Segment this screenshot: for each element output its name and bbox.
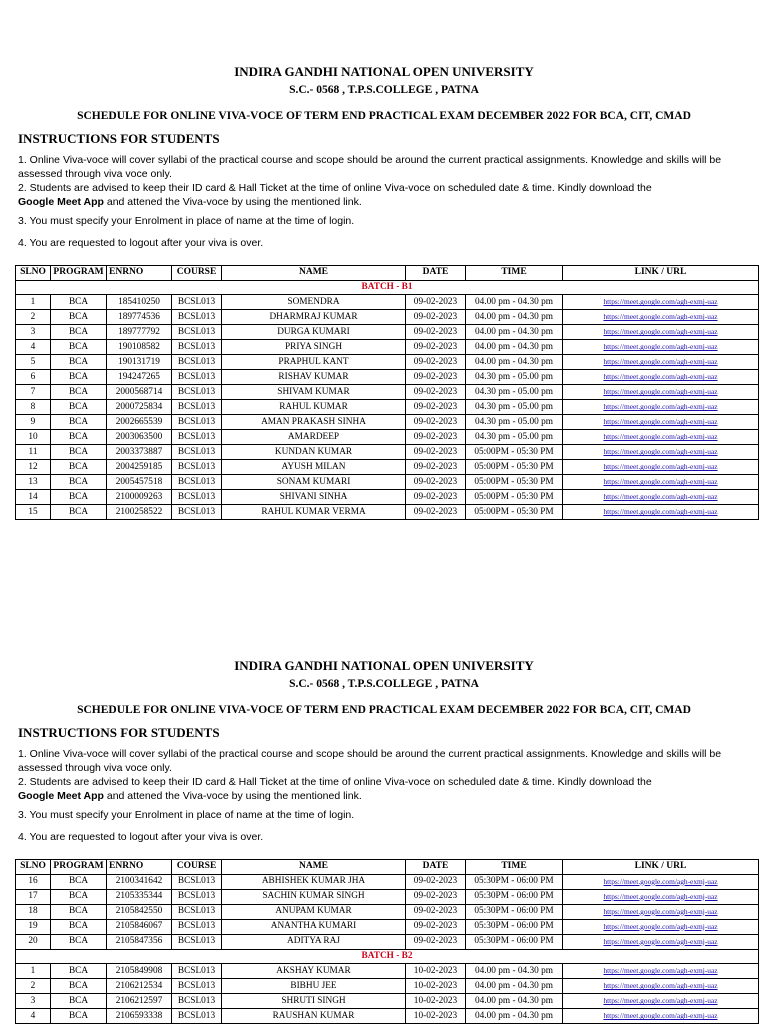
- cell-name: SOMENDRA: [222, 295, 406, 310]
- cell-link: [563, 904, 759, 919]
- cell-date: 09-02-2023: [406, 355, 466, 370]
- cell-program: BCA: [51, 994, 107, 1009]
- cell-enrno: 2005457518: [107, 475, 172, 490]
- cell-time: 05:00PM - 05:30 PM: [466, 505, 563, 520]
- cell-program: BCA: [51, 889, 107, 904]
- cell-slno: 10: [16, 430, 51, 445]
- table-2-header: [16, 860, 759, 875]
- instruction-2: [18, 181, 750, 209]
- instruction-2-text-b: and attened the Viva-voce by using the mentioned link.: [103, 196, 362, 208]
- cell-time: 04.30 pm - 05.00 pm: [466, 370, 563, 385]
- cell-time: 04.30 pm - 05.00 pm: [466, 415, 563, 430]
- cell-program: BCA: [51, 370, 107, 385]
- cell-link: [563, 340, 759, 355]
- cell-link: [563, 505, 759, 520]
- cell-enrno: 2105842550: [107, 904, 172, 919]
- instruction-3: 3. You must specify your Enrolment in place of name at the time of login.: [18, 215, 355, 227]
- cell-date: 09-02-2023: [406, 370, 466, 385]
- cell-name: PRAPHUL KANT: [222, 355, 406, 370]
- cell-name: AKSHAY KUMAR: [222, 964, 406, 979]
- meet-link[interactable]: https://meet.google.com/agh-exmj-uaz: [603, 462, 718, 472]
- cell-time: 04.30 pm - 05.00 pm: [466, 385, 563, 400]
- cell-course: BCSL013: [172, 355, 222, 370]
- table-row: [16, 919, 759, 934]
- instruction-3-b: 3. You must specify your Enrolment in place of name at the time of login.: [18, 809, 355, 821]
- cell-program: BCA: [51, 295, 107, 310]
- cell-date: 10-02-2023: [406, 1009, 466, 1024]
- meet-link[interactable]: https://meet.google.com/agh-exmj-uaz: [603, 936, 718, 946]
- cell-time: 04.30 pm - 05.00 pm: [466, 430, 563, 445]
- cell-name: SACHIN KUMAR SINGH: [222, 889, 406, 904]
- cell-program: BCA: [51, 445, 107, 460]
- cell-time: 05:00PM - 05:30 PM: [466, 460, 563, 475]
- cell-enrno: 2106212597: [107, 994, 172, 1009]
- cell-time: 05:00PM - 05:30 PM: [466, 445, 563, 460]
- instruction-2-text-d: and attened the Viva-voce by using the mentioned link.: [103, 790, 362, 802]
- meet-link[interactable]: https://meet.google.com/agh-exmj-uaz: [603, 432, 718, 442]
- cell-time: 05:30PM - 06:00 PM: [466, 874, 563, 889]
- schedule-table-2: [15, 859, 759, 1024]
- cell-enrno: 2100341642: [107, 874, 172, 889]
- meet-link[interactable]: https://meet.google.com/agh-exmj-uaz: [603, 966, 718, 976]
- study-centre: S.C.- 0568 , T.P.S.COLLEGE , PATNA: [289, 84, 479, 96]
- cell-date: 09-02-2023: [406, 889, 466, 904]
- cell-program: BCA: [51, 1009, 107, 1024]
- cell-program: BCA: [51, 874, 107, 889]
- table-row: [16, 415, 759, 430]
- cell-program: BCA: [51, 505, 107, 520]
- cell-slno: 16: [16, 874, 51, 889]
- cell-course: BCSL013: [172, 310, 222, 325]
- cell-date: 09-02-2023: [406, 490, 466, 505]
- cell-course: BCSL013: [172, 874, 222, 889]
- cell-enrno: 2100258522: [107, 505, 172, 520]
- cell-link: [563, 355, 759, 370]
- cell-name: ANUPAM KUMAR: [222, 904, 406, 919]
- meet-link[interactable]: https://meet.google.com/agh-exmj-uaz: [603, 402, 718, 412]
- column-header-name: NAME: [222, 860, 406, 875]
- cell-name: AMARDEEP: [222, 430, 406, 445]
- column-header-course: COURSE: [172, 860, 222, 875]
- cell-date: 09-02-2023: [406, 475, 466, 490]
- table-row: [16, 310, 759, 325]
- cell-course: BCSL013: [172, 445, 222, 460]
- cell-date: 10-02-2023: [406, 979, 466, 994]
- meet-link[interactable]: https://meet.google.com/agh-exmj-uaz: [603, 906, 718, 916]
- cell-name: RAHUL KUMAR VERMA: [222, 505, 406, 520]
- cell-program: BCA: [51, 460, 107, 475]
- cell-date: 09-02-2023: [406, 400, 466, 415]
- instruction-2-b: [18, 775, 750, 803]
- cell-course: BCSL013: [172, 964, 222, 979]
- column-header-program: PROGRAM: [51, 860, 107, 875]
- cell-date: 09-02-2023: [406, 904, 466, 919]
- instruction-2-text: 2. Students are advised to keep their ID card & Hall Ticket at the time of online Viva-voce on scheduled date & time. Kindly download the: [18, 182, 652, 194]
- cell-date: 09-02-2023: [406, 874, 466, 889]
- cell-time: 05:30PM - 06:00 PM: [466, 904, 563, 919]
- cell-slno: 13: [16, 475, 51, 490]
- cell-enrno: 2106593338: [107, 1009, 172, 1024]
- instruction-4: 4. You are requested to logout after your viva is over.: [18, 237, 264, 249]
- batch-row: [16, 280, 759, 295]
- cell-program: BCA: [51, 385, 107, 400]
- column-header-link-url: LINK / URL: [563, 266, 759, 281]
- table-2-body: [16, 874, 759, 1024]
- cell-program: BCA: [51, 355, 107, 370]
- cell-name: SHRUTI SINGH: [222, 994, 406, 1009]
- cell-link: [563, 934, 759, 949]
- cell-course: BCSL013: [172, 370, 222, 385]
- meet-link[interactable]: https://meet.google.com/agh-exmj-uaz: [603, 312, 718, 322]
- cell-course: BCSL013: [172, 1009, 222, 1024]
- cell-name: RAHUL KUMAR: [222, 400, 406, 415]
- cell-course: BCSL013: [172, 889, 222, 904]
- cell-time: 04.00 pm - 04.30 pm: [466, 325, 563, 340]
- cell-name: KUNDAN KUMAR: [222, 445, 406, 460]
- cell-time: 04.00 pm - 04.30 pm: [466, 979, 563, 994]
- cell-link: [563, 295, 759, 310]
- cell-date: 09-02-2023: [406, 919, 466, 934]
- cell-name: AMAN PRAKASH SINHA: [222, 415, 406, 430]
- cell-course: BCSL013: [172, 460, 222, 475]
- batch-label: BATCH - B2: [16, 949, 759, 964]
- cell-enrno: 2000568714: [107, 385, 172, 400]
- cell-link: [563, 889, 759, 904]
- cell-slno: 3: [16, 994, 51, 1009]
- cell-slno: 19: [16, 919, 51, 934]
- cell-slno: 15: [16, 505, 51, 520]
- meet-link[interactable]: https://meet.google.com/agh-exmj-uaz: [603, 387, 718, 397]
- schedule-table-1: [15, 265, 759, 520]
- table-1-header: [16, 266, 759, 281]
- cell-link: [563, 475, 759, 490]
- cell-slno: 1: [16, 295, 51, 310]
- meet-link[interactable]: https://meet.google.com/agh-exmj-uaz: [603, 327, 718, 337]
- cell-name: ABHISHEK KUMAR JHA: [222, 874, 406, 889]
- cell-link: [563, 415, 759, 430]
- cell-course: BCSL013: [172, 385, 222, 400]
- cell-name: PRIYA SINGH: [222, 340, 406, 355]
- cell-slno: 4: [16, 1009, 51, 1024]
- university-title: INDIRA GANDHI NATIONAL OPEN UNIVERSITY: [234, 64, 534, 79]
- table-row: [16, 340, 759, 355]
- study-centre-2: S.C.- 0568 , T.P.S.COLLEGE , PATNA: [289, 678, 479, 690]
- meet-link[interactable]: https://meet.google.com/agh-exmj-uaz: [603, 996, 718, 1006]
- cell-enrno: 2004259185: [107, 460, 172, 475]
- cell-time: 05:30PM - 06:00 PM: [466, 889, 563, 904]
- meet-link[interactable]: https://meet.google.com/agh-exmj-uaz: [603, 342, 718, 352]
- table-1-body: [16, 280, 759, 520]
- cell-enrno: 2105849908: [107, 964, 172, 979]
- cell-slno: 9: [16, 415, 51, 430]
- cell-slno: 3: [16, 325, 51, 340]
- cell-link: [563, 919, 759, 934]
- column-header-program: PROGRAM: [51, 266, 107, 281]
- cell-program: BCA: [51, 400, 107, 415]
- cell-slno: 4: [16, 340, 51, 355]
- cell-time: 04.00 pm - 04.30 pm: [466, 340, 563, 355]
- cell-slno: 5: [16, 355, 51, 370]
- cell-date: 09-02-2023: [406, 415, 466, 430]
- cell-program: BCA: [51, 415, 107, 430]
- table-row: [16, 889, 759, 904]
- cell-name: ADITYA RAJ: [222, 934, 406, 949]
- cell-enrno: 190108582: [107, 340, 172, 355]
- cell-course: BCSL013: [172, 934, 222, 949]
- cell-enrno: 2003373887: [107, 445, 172, 460]
- cell-slno: 1: [16, 964, 51, 979]
- schedule-title-2: SCHEDULE FOR ONLINE VIVA-VOCE OF TERM END PRACTICAL EXAM DECEMBER 2022 FOR BCA, CIT, CMAD: [77, 704, 691, 716]
- cell-link: [563, 385, 759, 400]
- cell-program: BCA: [51, 430, 107, 445]
- cell-slno: 20: [16, 934, 51, 949]
- cell-time: 04.00 pm - 04.30 pm: [466, 964, 563, 979]
- cell-link: [563, 430, 759, 445]
- cell-enrno: 194247265: [107, 370, 172, 385]
- cell-program: BCA: [51, 490, 107, 505]
- university-title-2: INDIRA GANDHI NATIONAL OPEN UNIVERSITY: [234, 658, 534, 673]
- cell-name: SHIVAM KUMAR: [222, 385, 406, 400]
- cell-slno: 2: [16, 979, 51, 994]
- cell-program: BCA: [51, 964, 107, 979]
- column-header-slno: SLNO: [16, 860, 51, 875]
- table-row: [16, 904, 759, 919]
- cell-course: BCSL013: [172, 400, 222, 415]
- cell-link: [563, 1009, 759, 1024]
- cell-enrno: 190131719: [107, 355, 172, 370]
- cell-time: 05:00PM - 05:30 PM: [466, 490, 563, 505]
- column-header-date: DATE: [406, 266, 466, 281]
- table-row: [16, 475, 759, 490]
- cell-course: BCSL013: [172, 904, 222, 919]
- cell-course: BCSL013: [172, 490, 222, 505]
- cell-slno: 12: [16, 460, 51, 475]
- table-row: [16, 490, 759, 505]
- google-meet-app-label-2: Google Meet App: [18, 790, 104, 802]
- table-row: [16, 430, 759, 445]
- cell-link: [563, 994, 759, 1009]
- table-row: [16, 445, 759, 460]
- cell-date: 09-02-2023: [406, 430, 466, 445]
- cell-time: 05:30PM - 06:00 PM: [466, 934, 563, 949]
- cell-link: [563, 874, 759, 889]
- meet-link[interactable]: https://meet.google.com/agh-exmj-uaz: [603, 891, 718, 901]
- cell-slno: 6: [16, 370, 51, 385]
- cell-enrno: 2106212534: [107, 979, 172, 994]
- column-header-enrno: ENRNO: [107, 266, 172, 281]
- table-row: [16, 400, 759, 415]
- cell-slno: 2: [16, 310, 51, 325]
- batch-label: BATCH - B1: [16, 280, 759, 295]
- cell-date: 09-02-2023: [406, 445, 466, 460]
- cell-link: [563, 460, 759, 475]
- table-row: [16, 355, 759, 370]
- cell-link: [563, 964, 759, 979]
- instruction-1: 1. Online Viva-voce will cover syllabi of the practical course and scope should be around the current practical assignments. Knowledge and skills will be assessed through viva voce only.: [18, 154, 722, 180]
- cell-name: BIBHU JEE: [222, 979, 406, 994]
- cell-slno: 11: [16, 445, 51, 460]
- cell-enrno: 185410250: [107, 295, 172, 310]
- cell-enrno: 189777792: [107, 325, 172, 340]
- meet-link[interactable]: https://meet.google.com/agh-exmj-uaz: [603, 1011, 718, 1021]
- cell-course: BCSL013: [172, 994, 222, 1009]
- cell-program: BCA: [51, 979, 107, 994]
- cell-enrno: 189774536: [107, 310, 172, 325]
- table-row: [16, 979, 759, 994]
- cell-course: BCSL013: [172, 430, 222, 445]
- meet-link[interactable]: https://meet.google.com/agh-exmj-uaz: [603, 507, 718, 517]
- cell-time: 05:30PM - 06:00 PM: [466, 919, 563, 934]
- table-row: [16, 964, 759, 979]
- cell-name: DHARMRAJ KUMAR: [222, 310, 406, 325]
- table-row: [16, 385, 759, 400]
- cell-time: 05:00PM - 05:30 PM: [466, 475, 563, 490]
- cell-date: 09-02-2023: [406, 505, 466, 520]
- cell-course: BCSL013: [172, 295, 222, 310]
- cell-name: AYUSH MILAN: [222, 460, 406, 475]
- column-header-slno: SLNO: [16, 266, 51, 281]
- schedule-title: SCHEDULE FOR ONLINE VIVA-VOCE OF TERM END PRACTICAL EXAM DECEMBER 2022 FOR BCA, CIT, CMAD: [77, 110, 691, 122]
- cell-name: DURGA KUMARI: [222, 325, 406, 340]
- meet-link[interactable]: https://meet.google.com/agh-exmj-uaz: [603, 981, 718, 991]
- cell-time: 04.00 pm - 04.30 pm: [466, 310, 563, 325]
- cell-date: 09-02-2023: [406, 385, 466, 400]
- meet-link[interactable]: https://meet.google.com/agh-exmj-uaz: [603, 477, 718, 487]
- cell-name: SONAM KUMARI: [222, 475, 406, 490]
- cell-program: BCA: [51, 934, 107, 949]
- cell-program: BCA: [51, 310, 107, 325]
- cell-program: BCA: [51, 340, 107, 355]
- column-header-time: TIME: [466, 860, 563, 875]
- cell-name: RISHAV KUMAR: [222, 370, 406, 385]
- cell-name: ANANTHA KUMARI: [222, 919, 406, 934]
- cell-date: 09-02-2023: [406, 325, 466, 340]
- batch-row: [16, 949, 759, 964]
- table-row: [16, 1009, 759, 1024]
- cell-course: BCSL013: [172, 325, 222, 340]
- table-row: [16, 295, 759, 310]
- table-row: [16, 460, 759, 475]
- column-header-date: DATE: [406, 860, 466, 875]
- instruction-2-text-c: 2. Students are advised to keep their ID card & Hall Ticket at the time of online Viva-voce on scheduled date & time. Kindly download the: [18, 776, 652, 788]
- cell-enrno: 2002665539: [107, 415, 172, 430]
- table-row: [16, 934, 759, 949]
- cell-course: BCSL013: [172, 415, 222, 430]
- cell-name: SHIVANI SINHA: [222, 490, 406, 505]
- table-row: [16, 370, 759, 385]
- cell-course: BCSL013: [172, 475, 222, 490]
- cell-enrno: 2105846067: [107, 919, 172, 934]
- cell-program: BCA: [51, 919, 107, 934]
- column-header-name: NAME: [222, 266, 406, 281]
- meet-link[interactable]: https://meet.google.com/agh-exmj-uaz: [603, 417, 718, 427]
- meet-link[interactable]: https://meet.google.com/agh-exmj-uaz: [603, 876, 718, 886]
- cell-time: 04.00 pm - 04.30 pm: [466, 355, 563, 370]
- cell-date: 09-02-2023: [406, 934, 466, 949]
- meet-link[interactable]: https://meet.google.com/agh-exmj-uaz: [603, 921, 718, 931]
- instruction-4-b: 4. You are requested to logout after your viva is over.: [18, 831, 264, 843]
- cell-enrno: 2000725834: [107, 400, 172, 415]
- meet-link[interactable]: https://meet.google.com/agh-exmj-uaz: [603, 297, 718, 307]
- table-row: [16, 505, 759, 520]
- column-header-link-url: LINK / URL: [563, 860, 759, 875]
- cell-enrno: 2003063500: [107, 430, 172, 445]
- cell-link: [563, 445, 759, 460]
- table-row: [16, 994, 759, 1009]
- cell-date: 10-02-2023: [406, 964, 466, 979]
- cell-course: BCSL013: [172, 919, 222, 934]
- cell-course: BCSL013: [172, 505, 222, 520]
- cell-link: [563, 370, 759, 385]
- column-header-time: TIME: [466, 266, 563, 281]
- cell-program: BCA: [51, 325, 107, 340]
- instructions-heading: INSTRUCTIONS FOR STUDENTS: [18, 131, 220, 146]
- google-meet-app-label: Google Meet App: [18, 196, 104, 208]
- cell-course: BCSL013: [172, 979, 222, 994]
- cell-slno: 7: [16, 385, 51, 400]
- instructions-heading-2: INSTRUCTIONS FOR STUDENTS: [18, 725, 220, 740]
- cell-date: 09-02-2023: [406, 340, 466, 355]
- table-row: [16, 874, 759, 889]
- cell-slno: 17: [16, 889, 51, 904]
- column-header-course: COURSE: [172, 266, 222, 281]
- cell-link: [563, 490, 759, 505]
- cell-time: 04.00 pm - 04.30 pm: [466, 1009, 563, 1024]
- cell-link: [563, 310, 759, 325]
- column-header-enrno: ENRNO: [107, 860, 172, 875]
- cell-course: BCSL013: [172, 340, 222, 355]
- cell-enrno: 2100009263: [107, 490, 172, 505]
- cell-enrno: 2105335344: [107, 889, 172, 904]
- meet-link[interactable]: https://meet.google.com/agh-exmj-uaz: [603, 492, 718, 502]
- cell-name: RAUSHAN KUMAR: [222, 1009, 406, 1024]
- meet-link[interactable]: https://meet.google.com/agh-exmj-uaz: [603, 372, 718, 382]
- cell-time: 04.00 pm - 04.30 pm: [466, 295, 563, 310]
- cell-link: [563, 979, 759, 994]
- cell-program: BCA: [51, 904, 107, 919]
- cell-date: 10-02-2023: [406, 994, 466, 1009]
- cell-time: 04.00 pm - 04.30 pm: [466, 994, 563, 1009]
- cell-date: 09-02-2023: [406, 460, 466, 475]
- cell-program: BCA: [51, 475, 107, 490]
- cell-enrno: 2105847356: [107, 934, 172, 949]
- meet-link[interactable]: https://meet.google.com/agh-exmj-uaz: [603, 357, 718, 367]
- table-row: [16, 325, 759, 340]
- cell-time: 04.30 pm - 05.00 pm: [466, 400, 563, 415]
- cell-slno: 14: [16, 490, 51, 505]
- instruction-1-b: 1. Online Viva-voce will cover syllabi of the practical course and scope should be around the current practical assignments. Knowledge and skills will be assessed through viva voce only.: [18, 748, 722, 774]
- cell-date: 09-02-2023: [406, 295, 466, 310]
- cell-date: 09-02-2023: [406, 310, 466, 325]
- cell-slno: 18: [16, 904, 51, 919]
- cell-slno: 8: [16, 400, 51, 415]
- meet-link[interactable]: https://meet.google.com/agh-exmj-uaz: [603, 447, 718, 457]
- cell-link: [563, 325, 759, 340]
- cell-link: [563, 400, 759, 415]
